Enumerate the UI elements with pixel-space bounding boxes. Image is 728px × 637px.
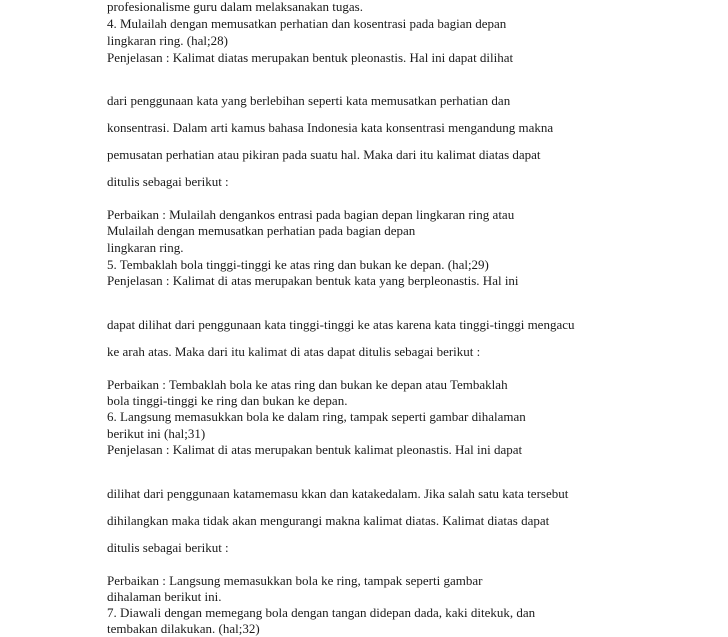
text-line: Penjelasan : Kalimat di atas merupakan bentuk kata yang berpleonastis. Hal ini (107, 273, 519, 288)
text-line: dihilangkan maka tidak akan mengurangi makna kalimat diatas. Kalimat diatas dapat (107, 513, 550, 528)
text-line: ke arah atas. Maka dari itu kalimat di atas dapat ditulis sebagai berikut : (107, 344, 481, 359)
text-line: Perbaikan : Tembaklah bola ke atas ring dan bukan ke depan atau Tembaklah (107, 377, 508, 392)
text-line: ditulis sebagai berikut : (107, 174, 229, 189)
text-line: Penjelasan : Kalimat di atas merupakan bentuk kalimat pleonastis. Hal ini dapat (107, 442, 523, 457)
text-line: tembakan dilakukan. (hal;32) (107, 621, 260, 636)
text-line: Penjelasan : Kalimat diatas merupakan bentuk pleonastis. Hal ini dapat dilihat (107, 50, 514, 65)
text-line: Perbaikan : Mulailah dengankos entrasi pada bagian depan lingkaran ring atau (107, 207, 515, 222)
text-line: profesionalisme guru dalam melaksanakan tugas. (107, 0, 363, 14)
text-line: berikut ini (hal;31) (107, 426, 206, 441)
text-line: 4. Mulailah dengan memusatkan perhatian dan kosentrasi pada bagian depan (107, 16, 507, 31)
text-line: 6. Langsung memasukkan bola ke dalam ring, tampak seperti gambar dihalaman (107, 409, 526, 424)
text-line: dilihat dari penggunaan katamemasu kkan dan katakedalam. Jika salah satu kata tersebut (107, 486, 569, 501)
text-line: 5. Tembaklah bola tinggi-tinggi ke atas ring dan bukan ke depan. (hal;29) (107, 257, 489, 272)
text-line: konsentrasi. Dalam arti kamus bahasa Indonesia kata konsentrasi mengandung makna (107, 120, 554, 135)
text-line: bola tinggi-tinggi ke ring dan bukan ke depan. (107, 393, 348, 408)
text-line: dihalaman berikut ini. (107, 589, 222, 604)
text-line: 7. Diawali dengan memegang bola dengan tangan didepan dada, kaki ditekuk, dan (107, 605, 536, 620)
text-line: dari penggunaan kata yang berlebihan seperti kata memusatkan perhatian dan (107, 93, 511, 108)
text-line: ditulis sebagai berikut : (107, 540, 229, 555)
text-line: Mulailah dengan memusatkan perhatian pada bagian depan (107, 223, 416, 238)
text-line: lingkaran ring. (107, 240, 184, 255)
text-line: pemusatan perhatian atau pikiran pada suatu hal. Maka dari itu kalimat diatas dapat (107, 147, 541, 162)
text-line: lingkaran ring. (hal;28) (107, 33, 228, 48)
text-line: Perbaikan : Langsung memasukkan bola ke ring, tampak seperti gambar (107, 573, 483, 588)
text-line: dapat dilihat dari penggunaan kata tinggi-tinggi ke atas karena kata tinggi-tinggi mengacu (107, 317, 575, 332)
